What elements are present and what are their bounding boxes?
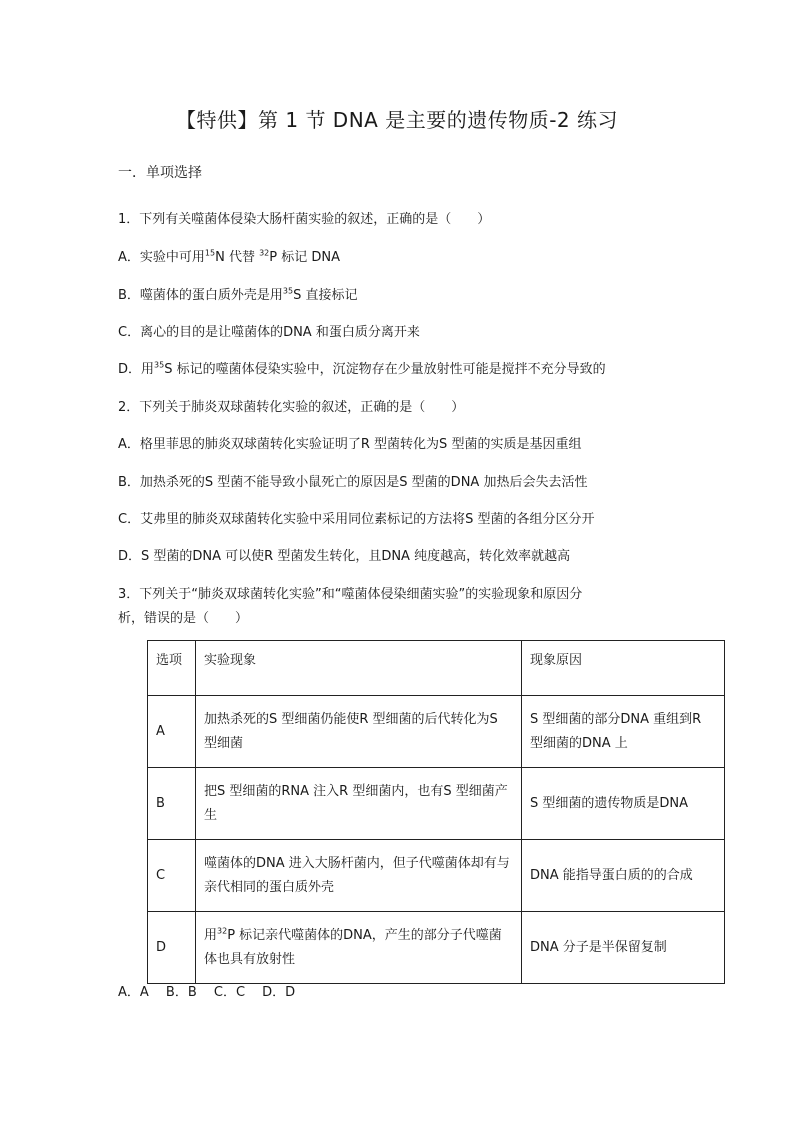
table-row [148, 840, 725, 912]
q2-option-c: C．艾弗里的肺炎双球菌转化实验中采用同位素标记的方法将S 型菌的各组分区分开 [118, 512, 595, 527]
q1-option-a-superscript-2: 32 [259, 248, 270, 258]
q1-option-d-superscript: 35 [154, 360, 165, 370]
row-phenomenon-prefix: 用 [204, 927, 218, 943]
row-reason: S 型细菌的遗传物质是DNA [522, 768, 725, 840]
row-phenomenon-suffix: P 标记亲代噬菌体的DNA，产生的部分子代噬菌体也具有放射性 [204, 927, 502, 967]
table-row [148, 768, 725, 840]
row-reason: DNA 能指导蛋白质的的合成 [522, 840, 725, 912]
header-reason: 现象原因 [522, 641, 725, 696]
row-option: B [148, 768, 196, 840]
q3-table [147, 640, 725, 984]
q3-answer-choices: A．A B．B C．C D．D [118, 985, 296, 1000]
q2-stem: 2．下列关于肺炎双球菌转化实验的叙述，正确的是（ ） [118, 400, 465, 415]
q3-stem-line-1: 3．下列关于“肺炎双球菌转化实验”和“噬菌体侵染细菌实验”的实验现象和原因分 [118, 587, 583, 602]
row-phenomenon: 噬菌体的DNA 进入大肠杆菌内，但子代噬菌体却有与亲代相同的蛋白质外壳 [196, 840, 522, 912]
q1-option-a [118, 246, 340, 265]
header-phenomenon: 实验现象 [196, 641, 522, 696]
q3-stem-line-2: 析，错误的是（ ） [118, 611, 249, 626]
row-option: A [148, 696, 196, 768]
page-title: 【特供】第 1 节 DNA 是主要的遗传物质-2 练习 [176, 108, 618, 132]
table-row [148, 912, 725, 984]
q1-option-b-superscript: 35 [282, 286, 294, 296]
row-option: C [148, 840, 196, 912]
row-phenomenon: 加热杀死的S 型细菌仍能使R 型细菌的后代转化为S 型细菌 [196, 696, 522, 768]
q1-option-a-middle: N 代替 [215, 250, 260, 265]
q2-option-b: B．加热杀死的S 型菌不能导致小鼠死亡的原因是S 型菌的DNA 加热后会失去活性 [118, 475, 588, 490]
row-phenomenon [196, 912, 522, 984]
q1-option-a-suffix: P 标记 DNA [269, 250, 341, 265]
q1-option-d-prefix: D．用 [118, 362, 155, 377]
row-phenomenon: 把S 型细菌的RNA 注入R 型细菌内，也有S 型细菌产生 [196, 768, 522, 840]
row-reason: DNA 分子是半保留复制 [522, 912, 725, 984]
q1-option-d [118, 358, 606, 377]
row-option: D [148, 912, 196, 984]
row-reason: S 型细菌的部分DNA 重组到R 型细菌的DNA 上 [522, 696, 725, 768]
table-row [148, 696, 725, 768]
q2-option-a: A．格里菲思的肺炎双球菌转化实验证明了R 型菌转化为S 型菌的实质是基因重组 [118, 437, 582, 452]
q1-option-a-superscript-1: 15 [204, 248, 216, 258]
q1-option-c: C．离心的目的是让噬菌体的DNA 和蛋白质分离开来 [118, 325, 420, 340]
table-header-row [148, 641, 725, 696]
q1-option-a-prefix: A．实验中可用 [118, 250, 205, 265]
q1-option-d-suffix: S 标记的噬菌体侵染实验中，沉淀物存在少量放射性可能是搅拌不充分导致的 [164, 362, 606, 377]
q1-option-b [118, 284, 358, 303]
q1-option-b-suffix: S 直接标记 [293, 288, 358, 303]
row-phenomenon-superscript: 32 [217, 926, 228, 936]
q1-stem: 1．下列有关噬菌体侵染大肠杆菌实验的叙述，正确的是（ ） [118, 212, 491, 227]
section-heading: 一．单项选择 [118, 165, 202, 181]
header-option: 选项 [148, 641, 196, 696]
q2-option-d: D．S 型菌的DNA 可以使R 型菌发生转化，且DNA 纯度越高，转化效率就越高 [118, 549, 571, 564]
q1-option-b-prefix: B．噬菌体的蛋白质外壳是用 [118, 288, 283, 303]
